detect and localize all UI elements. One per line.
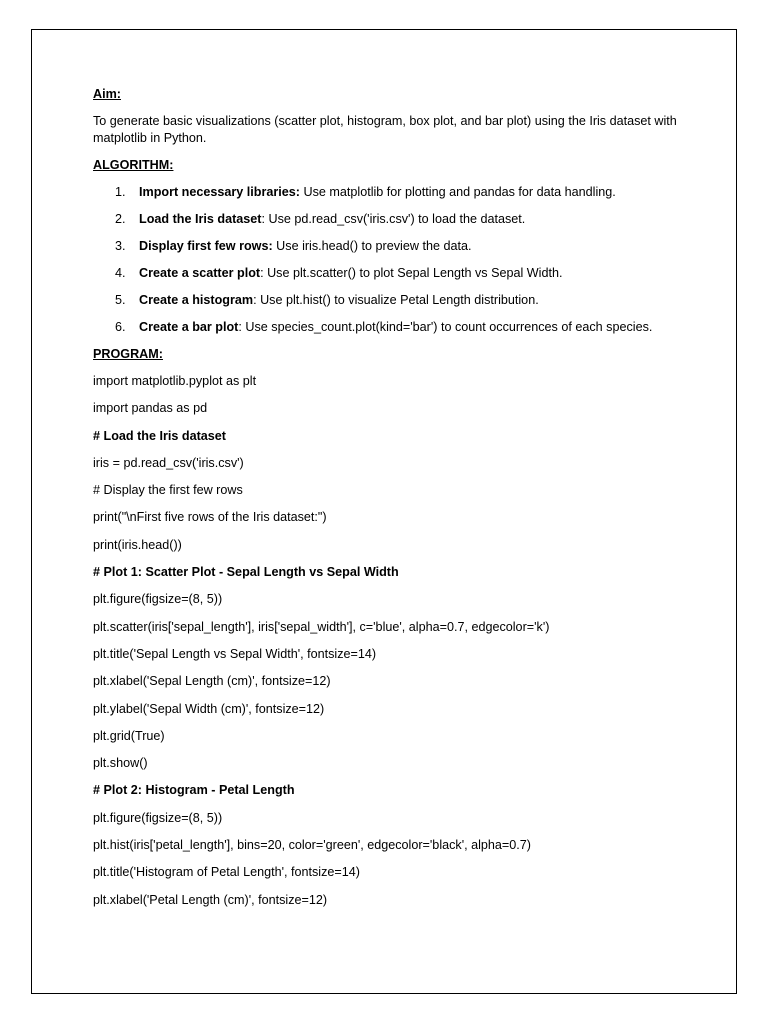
step-number: 2. (115, 212, 126, 226)
step-number: 5. (115, 293, 126, 307)
algorithm-step (93, 184, 713, 201)
step-number: 1. (115, 185, 126, 199)
code-line: print("\nFirst five rows of the Iris dataset:") (93, 510, 327, 525)
step-title: Create a histogram (139, 293, 254, 307)
step-text: : Use plt.hist() to visualize Petal Length distribution. (253, 293, 539, 307)
algorithm-step (93, 292, 713, 309)
code-line: plt.scatter(iris['sepal_length'], iris['sepal_width'], c='blue', alpha=0.7, edgecolor='k') (93, 619, 550, 634)
code-line: plt.grid(True) (93, 728, 165, 743)
program-code (93, 373, 713, 909)
code-line: import matplotlib.pyplot as plt (93, 374, 257, 388)
step-text: : Use plt.scatter() to plot Sepal Length vs Sepal Width. (260, 266, 563, 280)
code-line: import pandas as pd (93, 401, 208, 416)
algorithm-step (93, 265, 713, 282)
aim-text: To generate basic visualizations (scatter plot, histogram, box plot, and bar plot) using the Iris dataset with matplotlib in Python. (93, 114, 677, 145)
code-line: plt.ylabel('Sepal Width (cm)', fontsize=12) (93, 701, 325, 716)
code-line: # Display the first few rows (93, 483, 243, 498)
code-line: plt.xlabel('Sepal Length (cm)', fontsize=12) (93, 674, 331, 689)
step-title: Create a scatter plot (139, 266, 261, 280)
algorithm-step (93, 211, 713, 228)
code-line: plt.hist(iris['petal_length'], bins=20, color='green', edgecolor='black', alpha=0.7) (93, 838, 531, 853)
step-number: 6. (115, 320, 126, 334)
program-heading: PROGRAM: (93, 347, 163, 361)
aim-heading: Aim: (93, 87, 121, 101)
step-text: Use iris.head() to preview the data. (272, 239, 472, 253)
code-comment-line: # Load the Iris dataset (93, 428, 226, 443)
code-line: plt.figure(figsize=(8, 5)) (93, 592, 223, 607)
algorithm-step (93, 238, 713, 255)
code-comment-line: # Plot 2: Histogram - Petal Length (93, 783, 295, 798)
document-body (93, 86, 713, 919)
step-title: Display first few rows: (139, 239, 273, 253)
algorithm-steps (93, 184, 713, 336)
code-line: plt.figure(figsize=(8, 5)) (93, 810, 223, 825)
code-line: plt.title('Sepal Length vs Sepal Width', fontsize=14) (93, 646, 377, 661)
step-number: 3. (115, 239, 126, 253)
code-line: plt.xlabel('Petal Length (cm)', fontsize=12) (93, 892, 328, 907)
code-line: print(iris.head()) (93, 537, 182, 552)
step-text: : Use pd.read_csv('iris.csv') to load the dataset. (261, 212, 526, 226)
algorithm-heading: ALGORITHM: (93, 158, 174, 172)
code-line: plt.title('Histogram of Petal Length', fontsize=14) (93, 865, 360, 880)
code-line: plt.show() (93, 756, 148, 771)
step-text: Use matplotlib for plotting and pandas for data handling. (300, 185, 616, 199)
code-line: iris = pd.read_csv('iris.csv') (93, 455, 244, 470)
code-comment-line: # Plot 1: Scatter Plot - Sepal Length vs Sepal Width (93, 565, 399, 580)
step-title: Load the Iris dataset (139, 212, 262, 226)
step-text: : Use species_count.plot(kind='bar') to count occurrences of each species. (238, 320, 653, 334)
step-title: Import necessary libraries: (139, 185, 300, 199)
algorithm-step (93, 319, 713, 336)
step-number: 4. (115, 266, 126, 280)
step-title: Create a bar plot (139, 320, 239, 334)
